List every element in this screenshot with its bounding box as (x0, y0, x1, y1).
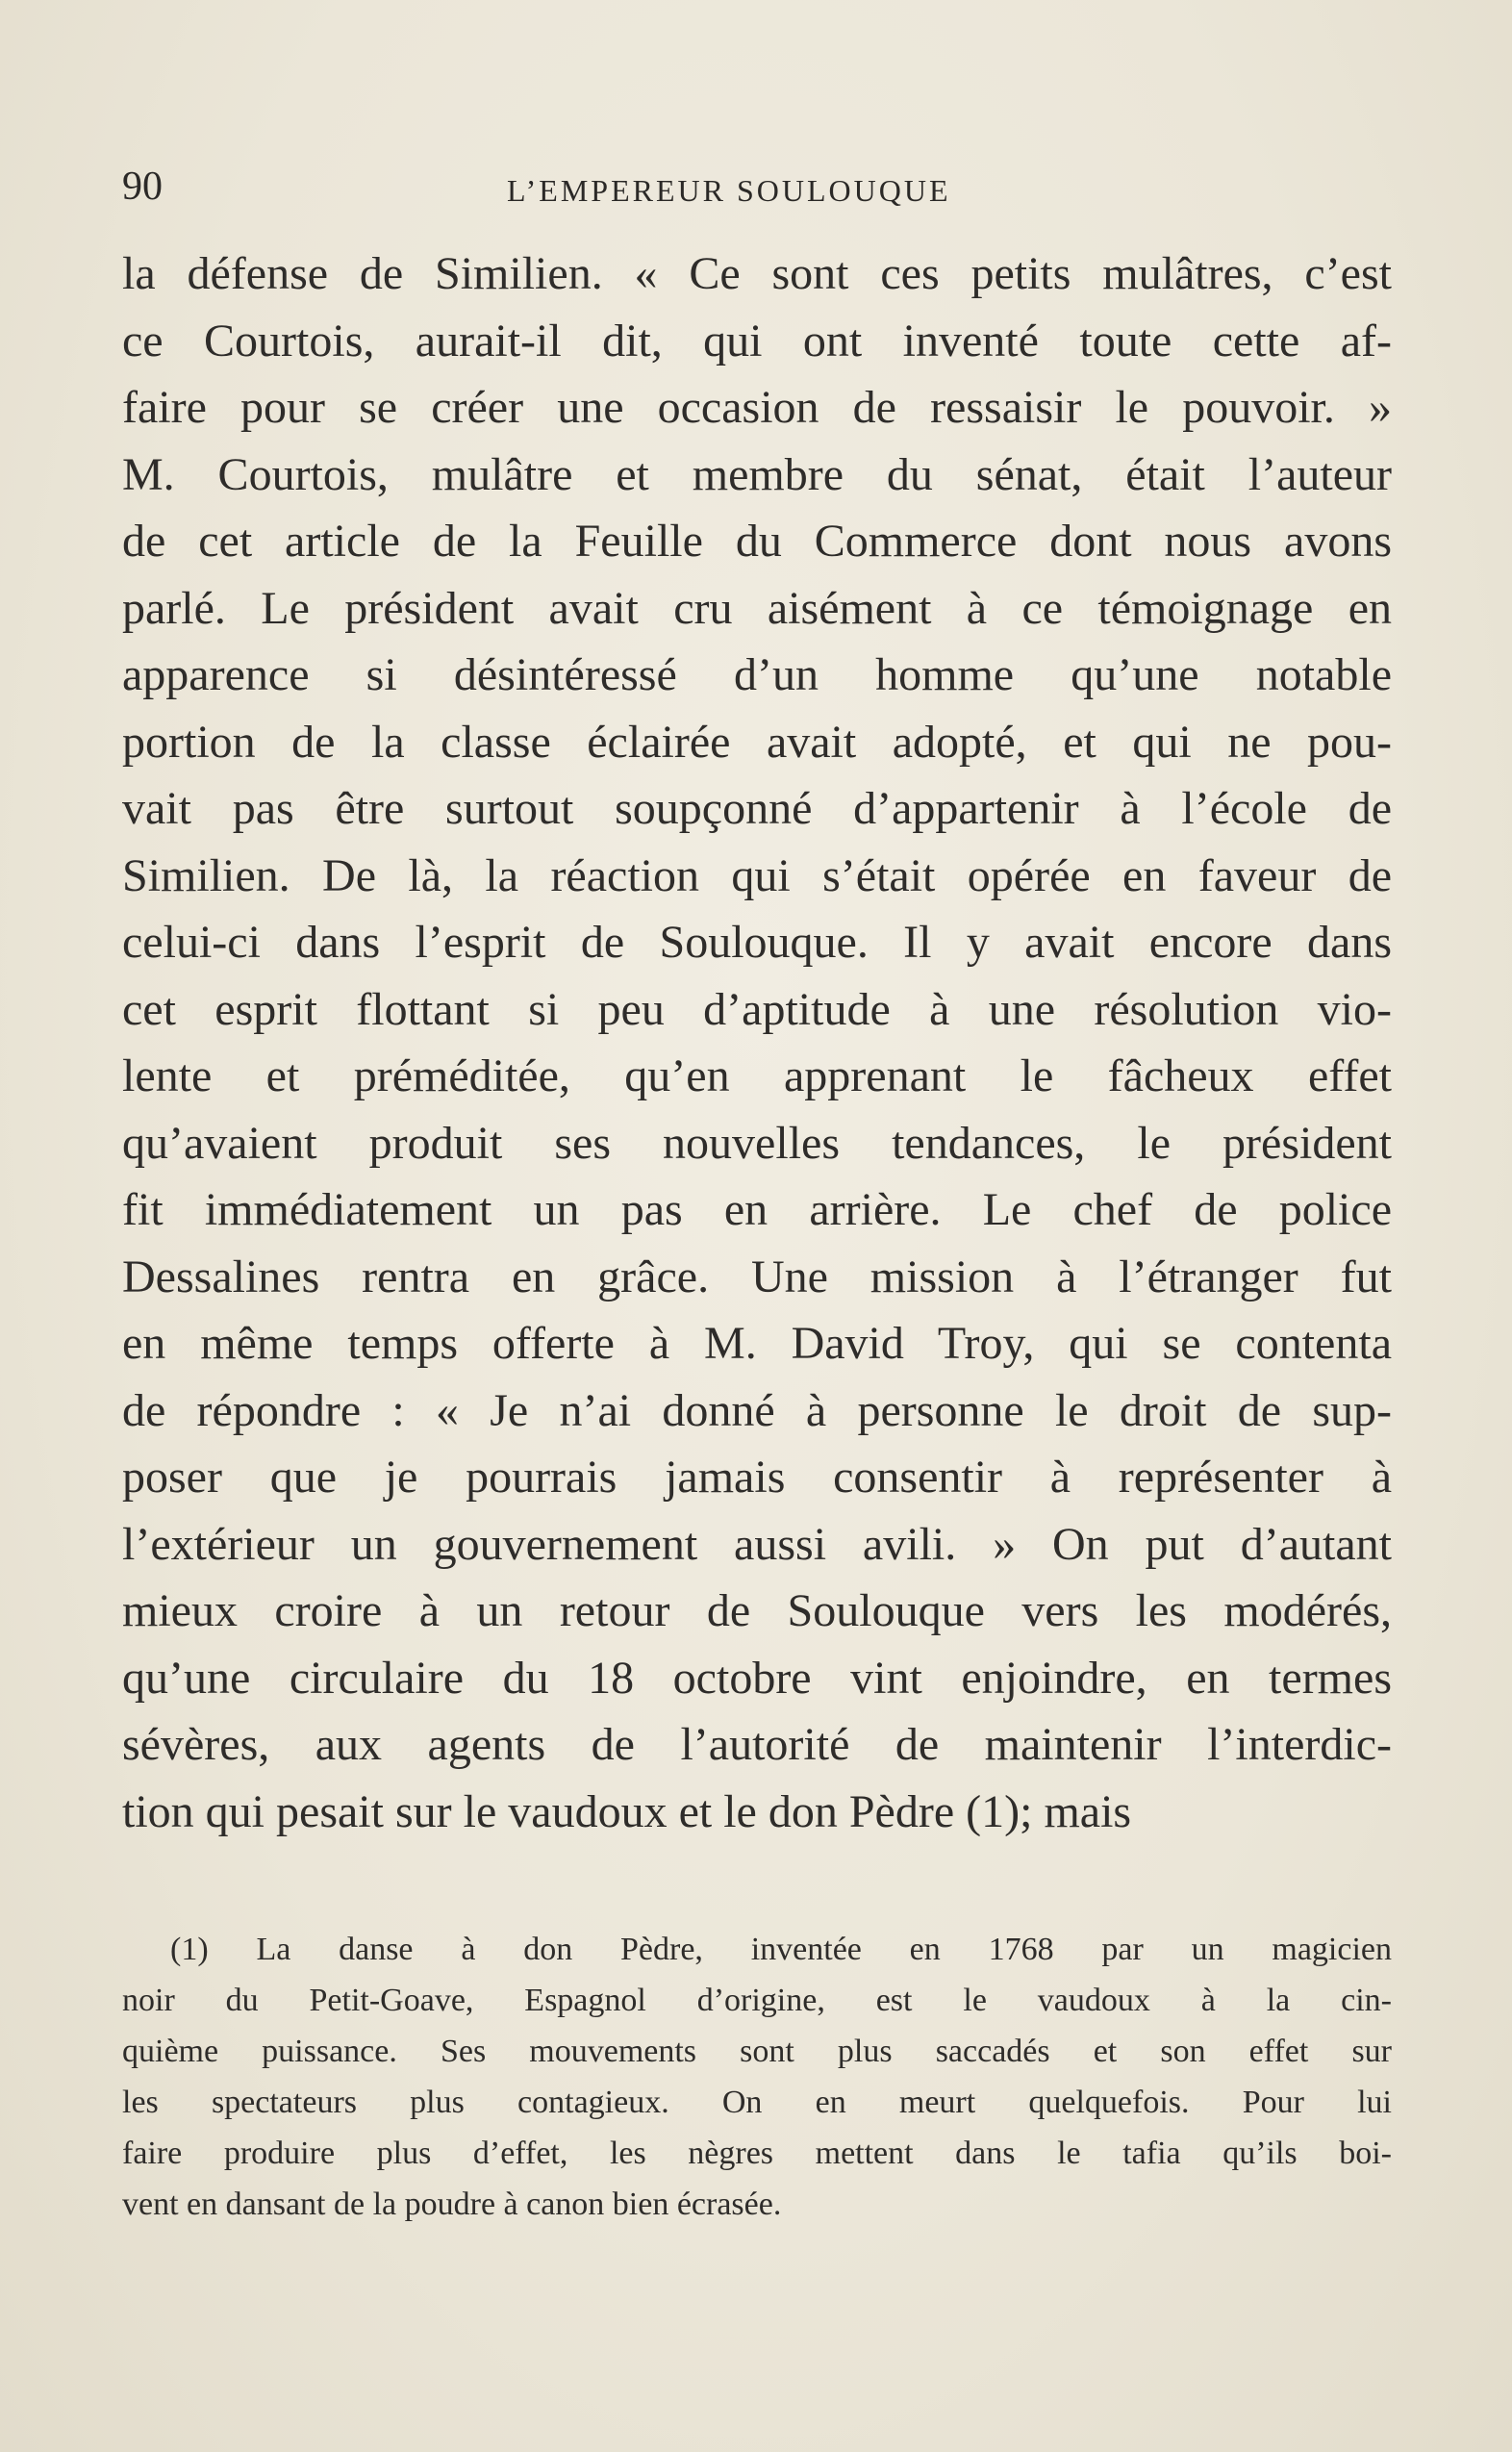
body-line: M. Courtois, mulâtre et membre du sénat, était l’auteur (122, 448, 1392, 500)
body-line: de cet article de la Feuille du Commerce dont nous avons (122, 516, 1392, 567)
footnote-line: faire produire plus d’effet, les nègres mettent dans le tafia qu’ils boi- (122, 2136, 1392, 2171)
page-number: 90 (122, 164, 163, 209)
body-line: fit immédiatement un pas en arrière. Le chef de police (122, 1184, 1392, 1235)
body-line: lente et préméditée, qu’en apprenant le fâcheux effet (122, 1050, 1392, 1101)
footnote (122, 1924, 1392, 2230)
footnote-line: (1) La danse à don Pèdre, inventée en 1768 par un magicien (170, 1932, 1392, 1967)
body-line: parlé. Le président avait cru aisément à ce témoignage en (122, 582, 1392, 634)
body-line: portion de la classe éclairée avait adopté, et qui ne pou- (122, 716, 1392, 768)
running-head: L’EMPEREUR SOULOUQUE (507, 173, 951, 208)
footnote-line: vent en dansant de la poudre à canon bien écrasée. (122, 2187, 782, 2222)
body-line: mieux croire à un retour de Soulouque vers les modérés, (122, 1585, 1392, 1636)
footnote-line: noir du Petit-Goave, Espagnol d’origine, est le vaudoux à la cin- (122, 1983, 1392, 2018)
body-line: celui-ci dans l’esprit de Soulouque. Il y avait encore dans (122, 917, 1392, 968)
body-line: qu’une circulaire du 18 octobre vint enjoindre, en termes (122, 1652, 1392, 1704)
body-line: ce Courtois, aurait-il dit, qui ont inventé toute cette af- (122, 315, 1392, 367)
body-line: poser que je pourrais jamais consentir à représenter à (122, 1452, 1392, 1503)
body-text (122, 240, 1392, 1845)
footnote-line: quième puissance. Ses mouvements sont plus saccadés et son effet sur (122, 2034, 1392, 2069)
page-header (122, 164, 1392, 221)
body-line: faire pour se créer une occasion de ressaisir le pouvoir. » (122, 382, 1392, 433)
body-line: Dessalines rentra en grâce. Une mission à l’étranger fut (122, 1251, 1392, 1302)
body-line: vait pas être surtout soupçonné d’appartenir à l’école de (122, 783, 1392, 834)
body-line: en même temps offerte à M. David Troy, qui se contenta (122, 1318, 1392, 1369)
body-line: Similien. De là, la réaction qui s’était opérée en faveur de (122, 849, 1392, 901)
body-line: apparence si désintéressé d’un homme qu’une notable (122, 649, 1392, 700)
footnote-line: les spectateurs plus contagieux. On en meurt quelquefois. Pour lui (122, 2085, 1392, 2120)
body-line: qu’avaient produit ses nouvelles tendances, le président (122, 1117, 1392, 1169)
body-line: cet esprit flottant si peu d’aptitude à une résolution vio- (122, 983, 1392, 1035)
body-line: sévères, aux agents de l’autorité de maintenir l’interdic- (122, 1719, 1392, 1770)
body-line: l’extérieur un gouvernement aussi avili. » On put d’autant (122, 1518, 1392, 1570)
body-line: de répondre : « Je n’ai donné à personne le droit de sup- (122, 1384, 1392, 1436)
body-line: tion qui pesait sur le vaudoux et le don Pèdre (1); mais (122, 1785, 1132, 1837)
body-line: la défense de Similien. « Ce sont ces petits mulâtres, c’est (122, 248, 1392, 299)
